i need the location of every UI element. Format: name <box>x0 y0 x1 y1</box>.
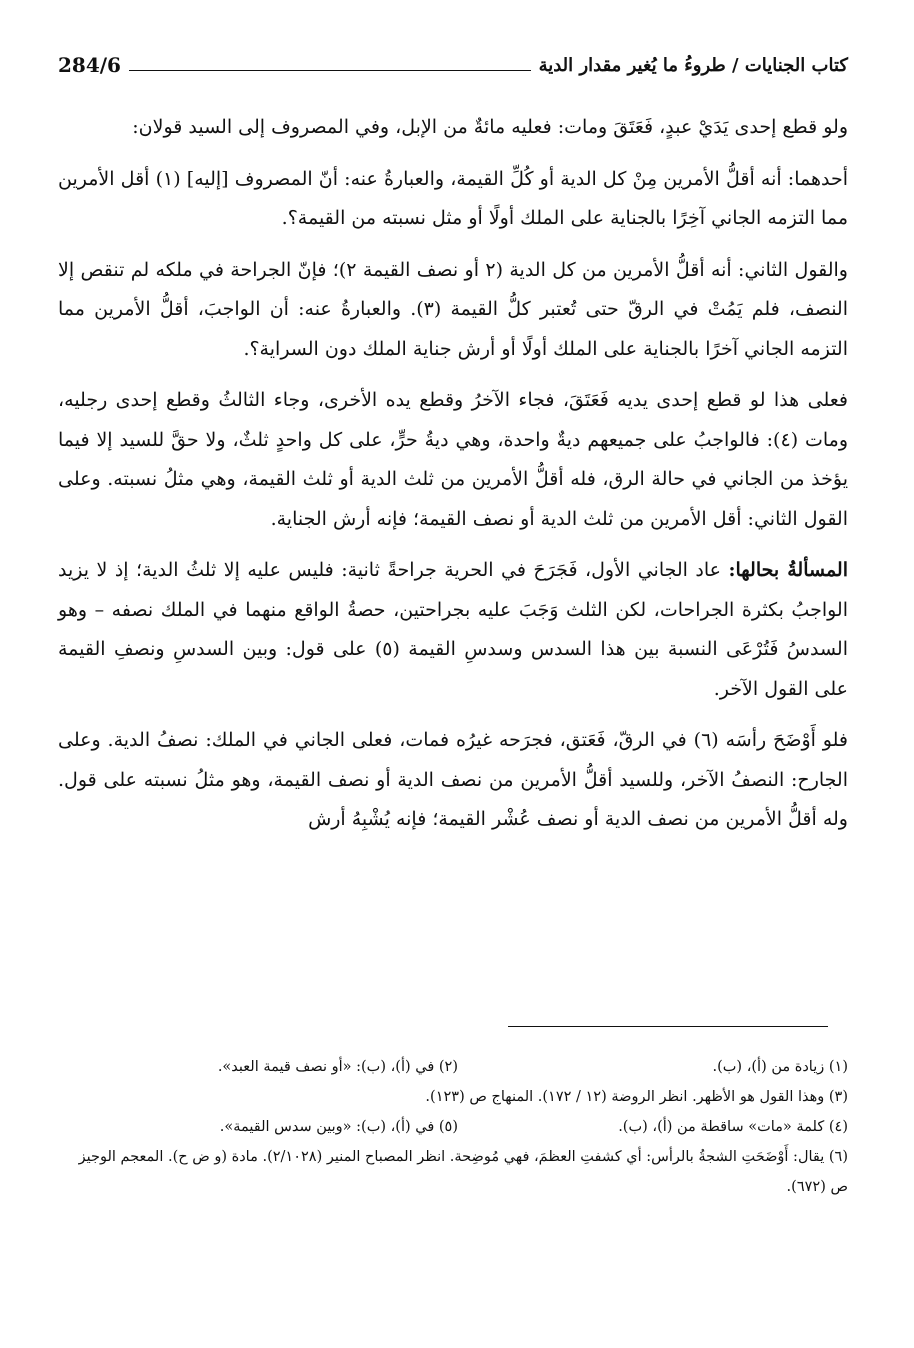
footnote-divider <box>508 1026 828 1027</box>
issue-paragraph <box>58 551 848 709</box>
footnote-row <box>58 1052 848 1082</box>
issue-text: عاد الجاني الأول، فَجَرَحَ في الحرية جراحةً ثانية: فليس عليه إلا ثلثُ الدية؛ إذ لا يزيد الواجبُ بكثرة الجراحات، لكن الثلث وَجَبَ عليه بجراحتين، حصةُ الواقع منهما في الملك نصفه – وهو السدسُ فَتُرْعَى النسبة بين هذا السدس وسدسِ القيمة (٥) على قول: وبين السدسِ ونصفِ القيمة على القول الآخر. <box>58 559 848 700</box>
footnotes <box>58 1052 848 1202</box>
footnote-5: (٥) في (أ)، (ب): «وبين سدس القيمة». <box>219 1119 458 1135</box>
footnote-6: (٦) يقال: أَوْضَحَتِ الشجةُ بالرأس: أي كشفتِ العظمَ، فهي مُوضِحة. انظر المصباح المنير (٢/١٠٢٨). مادة (و ض ح). المعجم الوجيز ص (٦٧٢). <box>78 1149 848 1195</box>
footnote-3: (٣) وهذا القول هو الأظهر. انظر الروضة (١٢ / ١٧٢). المنهاج ص (١٢٣). <box>425 1089 848 1105</box>
header-title: كتاب الجنايات / طروءُ ما يُغير مقدار الدية <box>538 54 848 76</box>
page-number: 284/6 <box>58 53 121 77</box>
footnote-2: (٢) في (أ)، (ب): «أو نصف قيمة العبد». <box>217 1059 458 1075</box>
paragraph: أحدهما: أنه أقلُّ الأمرين مِنْ كل الدية أو كُلِّ القيمة، والعبارةُ عنه: أنّ المصروف [إليه] (١) أقل الأمرين مما التزمه الجاني آخِرًا بالجناية على الملك أولًا أو مثل نسبته من القيمة؟. <box>58 167 848 229</box>
paragraph: فعلى هذا لو قطع إحدى يديه فَعَتَقَ، فجاء الآخرُ وقطع يده الأخرى، وجاء الثالثُ وقطع إحدى رجليه، ومات (٤): فالواجبُ على جميعهم ديةٌ واحدة، وهي ديةُ حرٍّ، على كل واحدٍ ثلثٌ، ولا حقَّ للسيد إلا فيما يؤخذ من الجاني في حالة الرق، فله أقلُّ الأمرين من ثلث الدية أو ثلث القيمة، وهي مثلُ نسبته. وعلى القول الثاني: أقل الأمرين من ثلث الدية أو نصف القيمة؛ فإنه أرش الجناية. <box>58 389 849 530</box>
footnote-row <box>58 1112 848 1142</box>
main-text <box>58 108 848 852</box>
paragraph: فلو أَوْضَحَ رأسَه (٦) في الرقّ، فَعَتق، فجرَحه غيرُه فمات، فعلى الجاني في الملك: نصفُ الدية. وعلى الجارح: النصفُ الآخر، وللسيد أقلُّ الأمرين من نصف الدية أو نصف القيمة، وهو مثلُ نسبته على قول. وله أقلُّ الأمرين من نصف الدية أو نصف عُشْر القيمة؛ فإنه يُشْبِهُ أرش <box>58 729 848 830</box>
paragraph: ولو قطع إحدى يَدَيْ عبدٍ، فَعَتَقَ ومات: فعليه مائةٌ من الإبل، وفي المصروف إلى السيد قولان: <box>132 116 848 138</box>
footnote-4: (٤) كلمة «مات» ساقطة من (أ)، (ب). <box>618 1119 848 1135</box>
footnote-1: (١) زيادة من (أ)، (ب). <box>712 1059 848 1075</box>
header-rule <box>129 70 531 71</box>
issue-heading: المسألةُ بحالها: <box>728 559 848 581</box>
paragraph: والقول الثاني: أنه أقلُّ الأمرين من كل الدية (٢ أو نصف القيمة ٢)؛ فإنّ الجراحة في ملكه لم تنقص إلا النصف، فلم يَمُتْ في الرقّ حتى تُعتبر كلُّ القيمة (٣). والعبارةُ عنه: أن الواجبَ، أقلُّ الأمرين مما التزمه الجاني آخرًا بالجناية على الملك أولًا أو أرش جناية الملك دون السراية؟. <box>58 258 848 360</box>
running-header <box>58 48 848 82</box>
